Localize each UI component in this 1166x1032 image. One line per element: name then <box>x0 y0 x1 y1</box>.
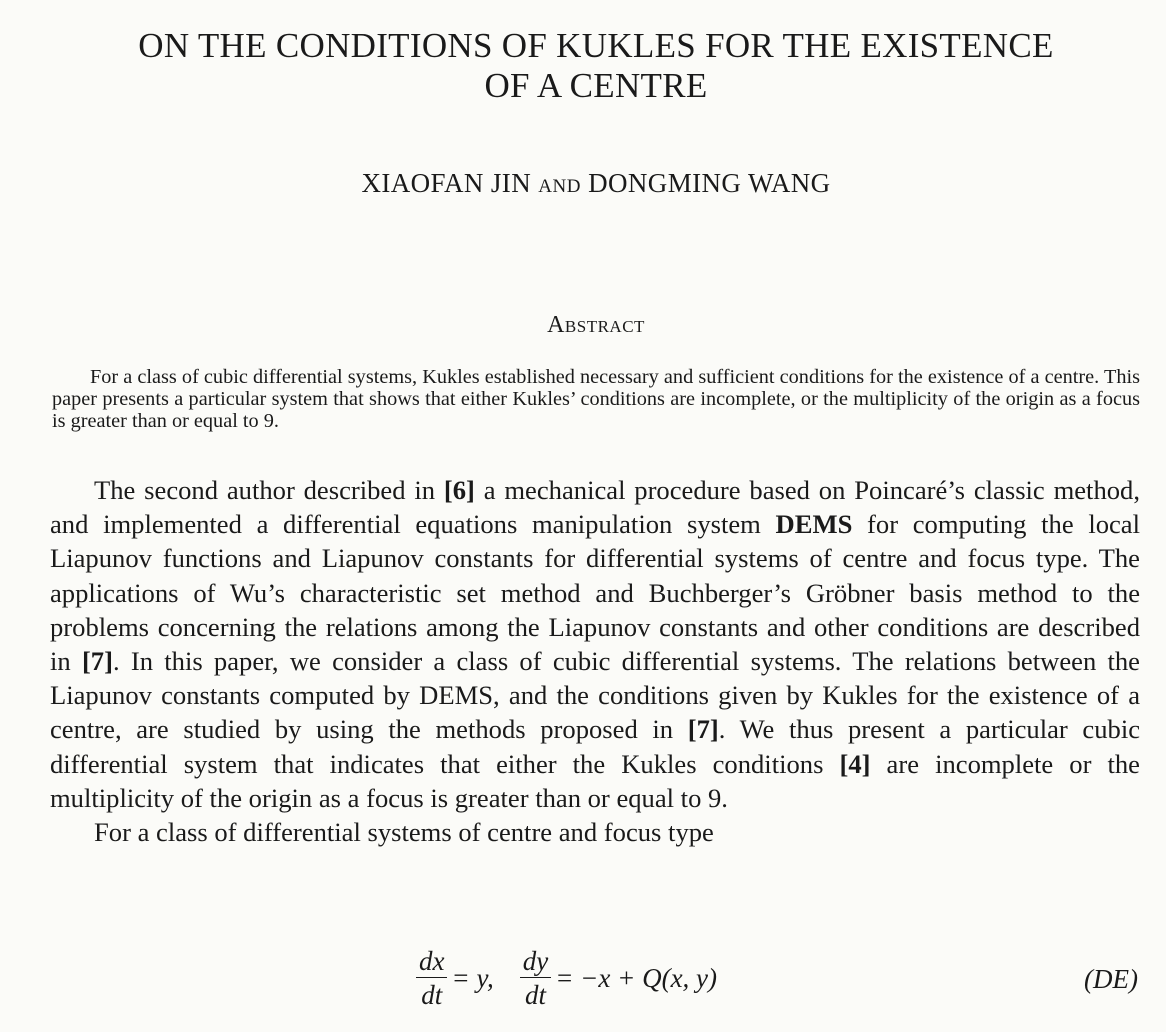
fraction-dx-dt <box>416 946 447 1010</box>
p1-part-f: are incomplete or the multiplicity of the origin as a focus is greater than or equal to 9. <box>50 748 1140 813</box>
fraction-denominator: dt <box>524 980 546 1010</box>
title-line-2: OF A CENTRE <box>484 66 708 105</box>
equation-rhs-2: = −x + Q(x, y) <box>555 962 718 993</box>
p1-part-d: . In this paper, we consider a class of cubic differential systems. The relations between the Liapunov constants computed by DEMS, and the conditions given by Kukles for the existence of a centre, are studied by using the methods proposed in <box>50 646 1140 745</box>
paragraph-2: For a class of differential systems of centre and focus type <box>94 817 714 848</box>
equation-tag: (DE) <box>1084 964 1138 994</box>
abstract-text: For a class of cubic differential systems, Kukles established necessary and sufficient conditions for the existence of a centre. This paper presents a particular system that shows that either Kukles’ conditions are incomplete, or the multiplicity of the origin as a focus is greater than or equal to 9. <box>52 366 1140 432</box>
p1-part-b: a mechanical procedure based on Poincaré’s classic method, and implemented a differential equations manipulation system <box>50 475 1140 540</box>
author-line <box>40 168 1152 199</box>
abstract-heading: Abstract <box>547 312 645 338</box>
equation-de <box>0 942 1166 1014</box>
fraction-numerator: dy <box>520 946 551 978</box>
p1-part-c: for computing the local Liapunov functions and Liapunov constants for differential systems of centre and focus type. The applications of Wu’s characteristic set method and Buchberger’s Gröbner basis method to the problems concerning the relations among the Liapunov constants and other conditions are described in <box>50 509 1140 677</box>
p1-part-e: . We thus present a particular cubic differential system that indicates that either the Kukles conditions <box>50 714 1141 779</box>
fraction-denominator: dt <box>421 980 443 1010</box>
equation-rhs-1: = y, <box>451 962 494 993</box>
paragraph-1 <box>50 473 1140 815</box>
citation-7a: [7] <box>81 646 113 677</box>
author-2: DONGMING WANG <box>588 168 831 198</box>
body-text <box>50 473 1140 849</box>
paper-title <box>40 26 1152 106</box>
citation-6: [6] <box>443 475 475 505</box>
dems-term: DEMS <box>775 509 853 540</box>
fraction-dy-dt <box>520 946 551 1010</box>
equation-body <box>412 942 717 1014</box>
author-conjunction: AND <box>538 176 581 197</box>
p1-part-a: The second author described in <box>94 475 444 505</box>
author-1: XIAOFAN JIN <box>361 168 532 198</box>
title-line-1: ON THE CONDITIONS OF KUKLES FOR THE EXISTENCE <box>138 26 1054 65</box>
citation-7b: [7] <box>687 714 719 745</box>
fraction-numerator: dx <box>416 946 447 978</box>
citation-4: [4] <box>839 748 871 779</box>
